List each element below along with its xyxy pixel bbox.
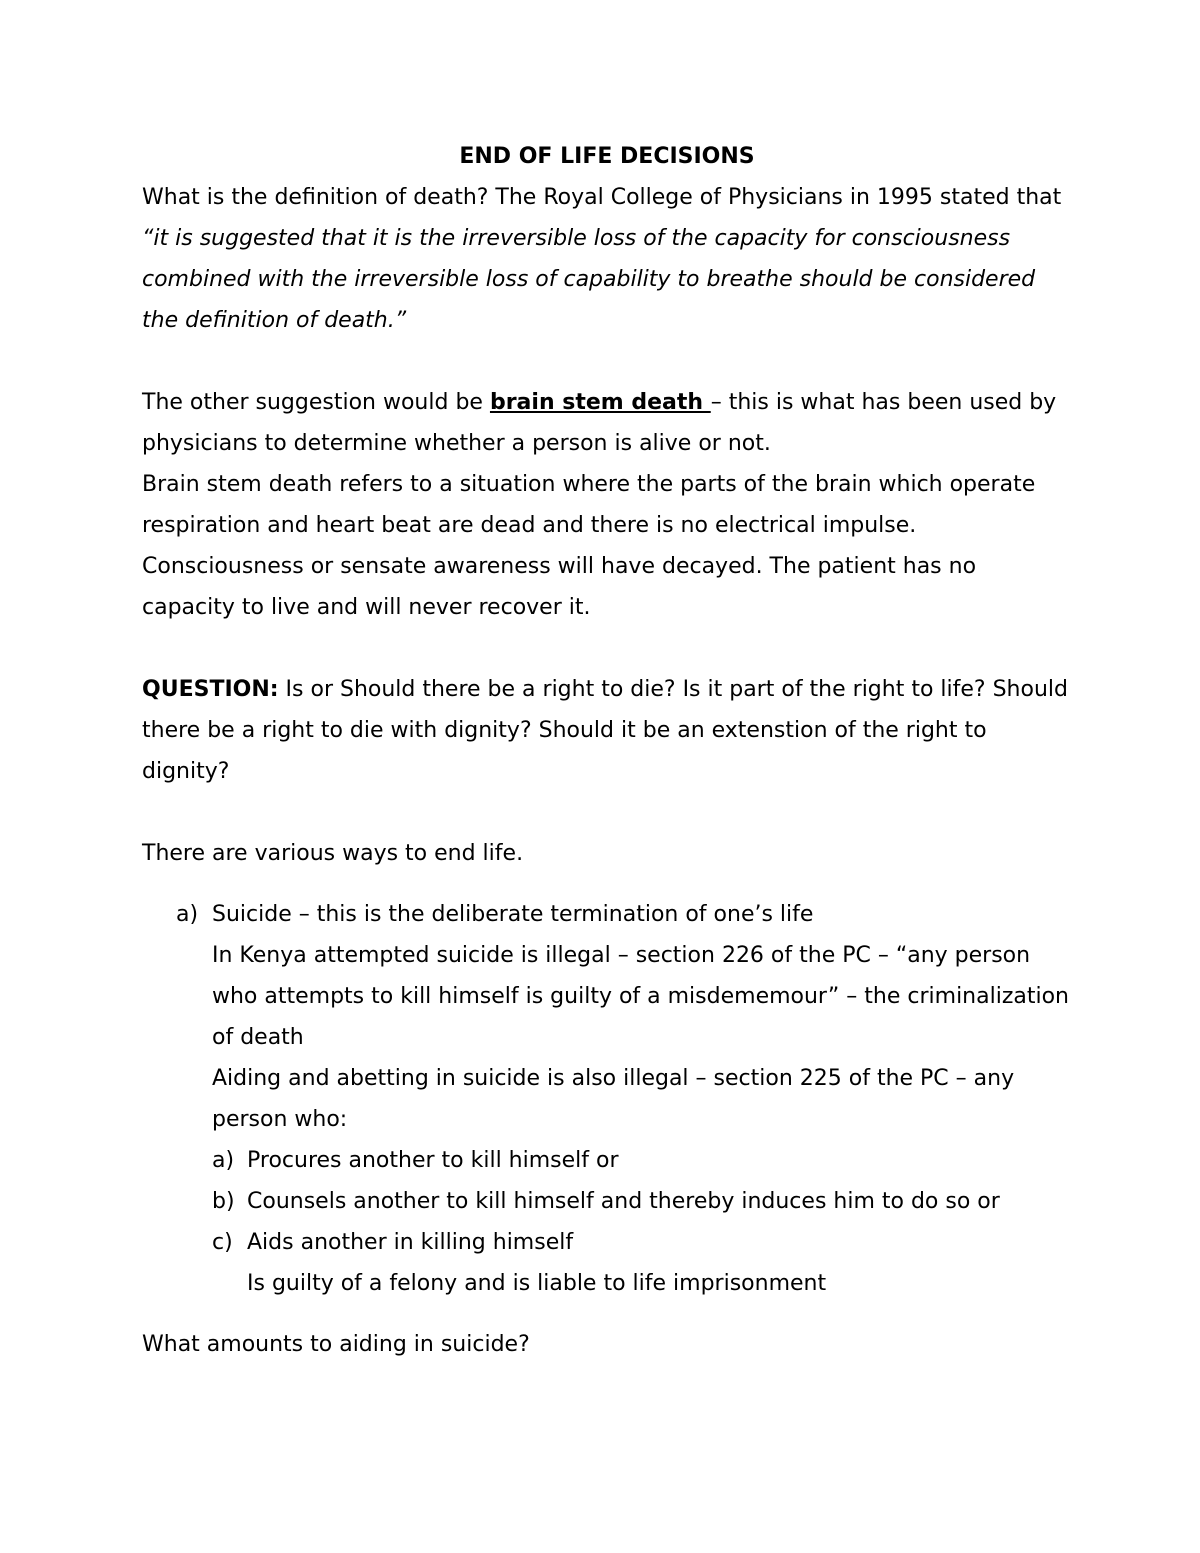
intro-paragraph [142,177,1072,341]
sublist-marker: a) [212,1148,235,1173]
question-paragraph [142,669,1072,792]
spacer [142,341,1072,382]
question-text: Is or Should there be a right to die? Is it part of the right to life? Should there be a right to die with dignity? Should it be an extenstion of the right to dignity? [142,677,1068,784]
sublist-text: Procures another to kill himself or [247,1148,619,1173]
attempted-suicide-text: In Kenya attempted suicide is illegal – section 226 of the PC – “any person who attempts to kill himself is guilty of a misdememour” – the criminalization of death [212,943,1070,1050]
brain-stem-paragraph [142,382,1072,464]
list-marker: a) [176,902,199,927]
aiding-suicide-text: Aiding and abetting in suicide is also illegal – section 225 of the PC – any person who: [212,1066,1015,1132]
sublist-text: Counsels another to kill himself and thereby induces him to do so or [247,1189,1000,1214]
spacer [142,628,1072,669]
rcp-quote: “it is suggested that it is the irreversible loss of the capacity for consciousness combined with the irreversible loss of capability to breathe should be considered the definition of death.” [142,226,1036,333]
sublist-text: Aids another in killing himself [247,1230,574,1255]
intro-lead: What is the definition of death? The Royal College of Physicians in 1995 stated that [142,185,1062,210]
brain-stem-before: The other suggestion would be [142,390,490,415]
brain-stem-after: – this is what has been used by physicians to determine whether a person is alive or not. [142,390,1057,456]
spacer [142,874,1072,894]
question-label: QUESTION: [142,677,279,702]
brain-stem-definition: Brain stem death refers to a situation where the parts of the brain which operate respiration and heart beat are dead and there is no electrical impulse. Consciousness or sensate awareness will have decayed. The patient has no capacity to live and will never recover it. [142,472,1036,620]
spacer [142,1304,1072,1324]
sublist-marker: c) [212,1230,233,1255]
closing-question: What amounts to aiding in suicide? [142,1332,530,1357]
sublist-item [212,1222,1072,1263]
document-body [142,136,1072,1365]
suicide-list-item [142,894,1072,1304]
ways-paragraph: There are various ways to end life. [142,841,524,866]
sublist-item [212,1181,1072,1222]
spacer [142,792,1072,833]
sublist-marker: b) [212,1189,235,1214]
penalty-text: Is guilty of a felony and is liable to life imprisonment [247,1271,827,1296]
document-title: END OF LIFE DECISIONS [459,144,755,169]
suicide-heading: Suicide – this is the deliberate termination of one’s life [212,902,814,927]
brain-stem-term: brain stem death [489,390,711,415]
sublist-item [212,1140,1072,1181]
